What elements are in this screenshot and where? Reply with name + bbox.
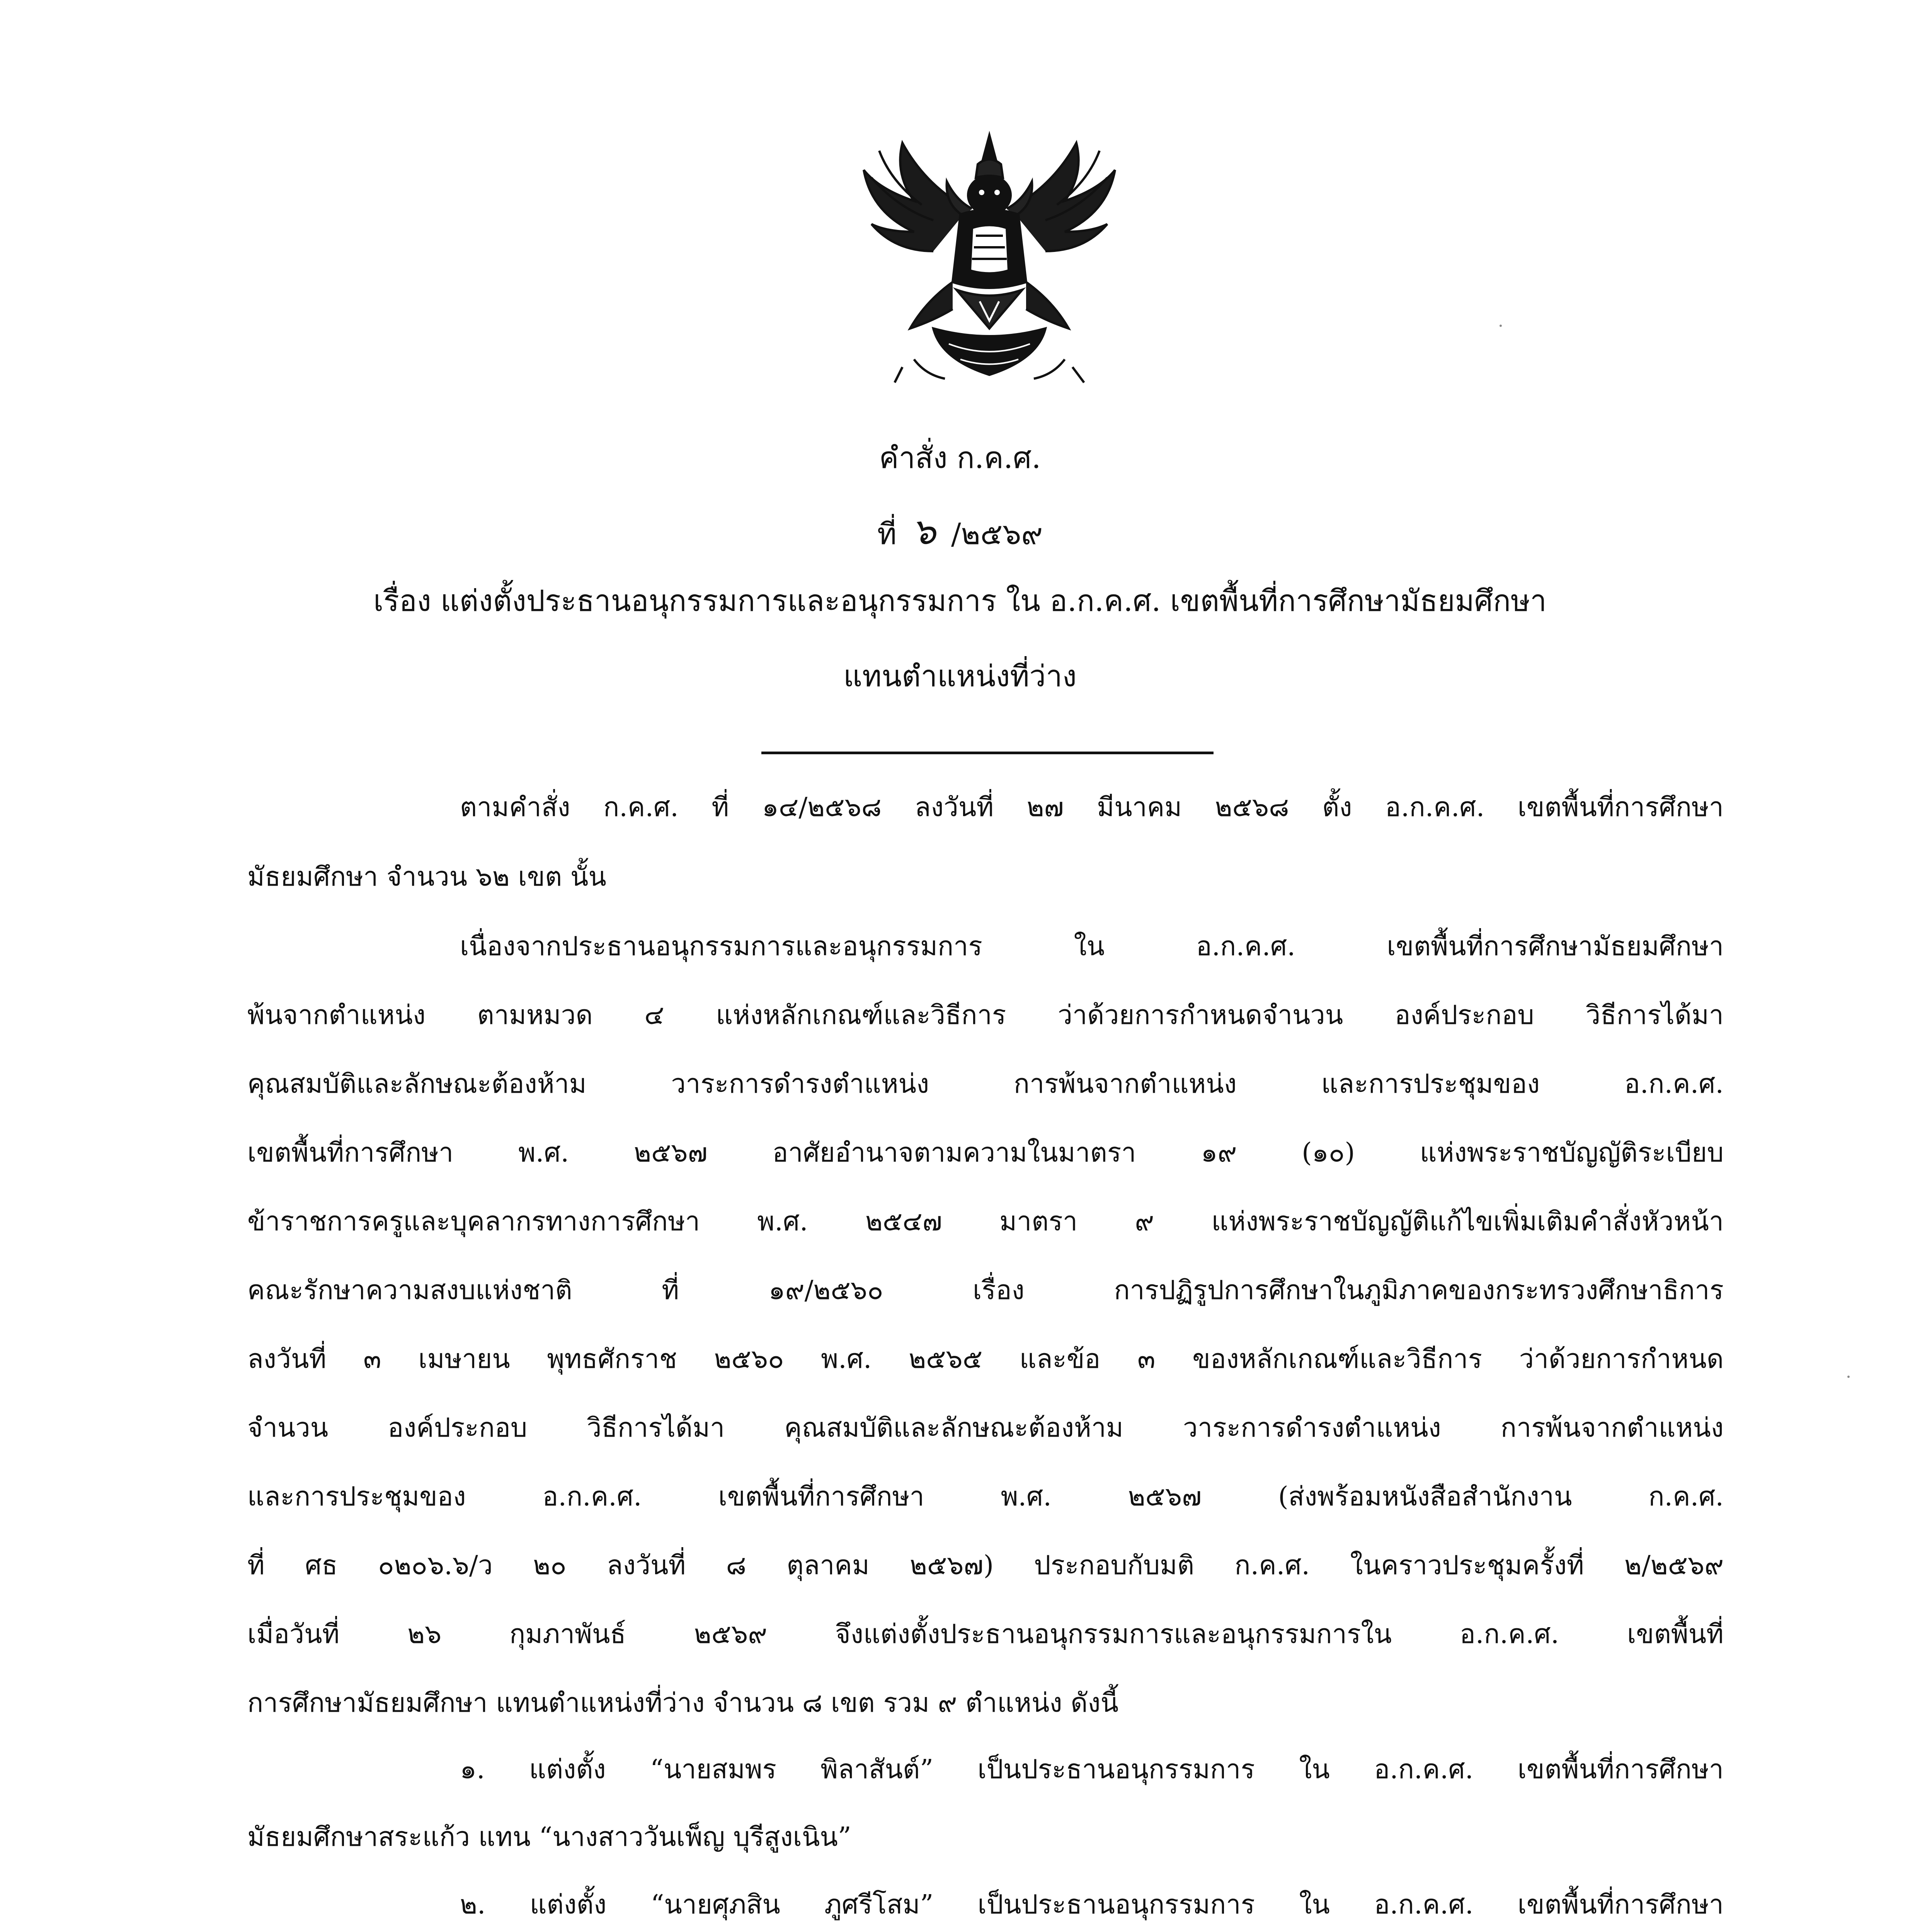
reason-line-1: เนื่องจากประธานอนุกรรมการและอนุกรรมการ ใน อ.ก.ค.ศ. เขตพื้นที่การศึกษามัธยมศึกษา (460, 931, 1724, 962)
order-number-year: /๒๕๖๙ (951, 517, 1043, 551)
subject-line-1: เรื่อง แต่งตั้งประธานอนุกรรมการและอนุกรรมการ ใน อ.ก.ค.ศ. เขตพื้นที่การศึกษามัธยมศึกษา (373, 583, 1547, 618)
reason-line-2: พ้นจากตำแหน่ง ตามหมวด ๔ แห่งหลักเกณฑ์และวิธีการ ว่าด้วยการกำหนดจำนวน องค์ประกอบ วิธีการได้มา (247, 1000, 1724, 1031)
scan-speck (1500, 325, 1502, 327)
reason-line-4: เขตพื้นที่การศึกษา พ.ศ. ๒๕๖๗ อาศัยอำนาจตามความในมาตรา ๑๙ (๑๐) แห่งพระราชบัญญัติระเบียบ (247, 1138, 1724, 1168)
item-2-line-1: ๒. แต่งตั้ง “นายศุภสิน ภูศรีโสม” เป็นประธานอนุกรรมการ ใน อ.ก.ค.ศ. เขตพื้นที่การศึกษา (460, 1889, 1724, 1920)
reason-line-11: เมื่อวันที่ ๒๖ กุมภาพันธ์ ๒๕๖๙ จึงแต่งตั้งประธานอนุกรรมการและอนุกรรมการใน อ.ก.ค.ศ. เขตพื้นที่ (247, 1619, 1724, 1650)
reason-line-9: และการประชุมของ อ.ก.ค.ศ. เขตพื้นที่การศึกษา พ.ศ. ๒๕๖๗ (ส่งพร้อมหนังสือสำนักงาน ก.ค.ศ. (247, 1481, 1724, 1512)
intro-line-2: มัธยมศึกษา จำนวน ๖๒ เขต นั้น (247, 862, 606, 892)
reason-line-12: การศึกษามัธยมศึกษา แทนตำแหน่งที่ว่าง จำนวน ๘ เขต รวม ๙ ตำแหน่ง ดังนี้ (247, 1688, 1119, 1718)
header-divider (761, 752, 1214, 754)
order-number-prefix: ที่ (877, 517, 897, 551)
reason-line-6: คณะรักษาความสงบแห่งชาติ ที่ ๑๙/๒๕๖๐ เรื่อง การปฏิรูปการศึกษาในภูมิภาคของกระทรวงศึกษาธิการ (247, 1275, 1724, 1306)
reason-line-5: ข้าราชการครูและบุคลากรทางการศึกษา พ.ศ. ๒๕๔๗ มาตรา ๙ แห่งพระราชบัญญัติแก้ไขเพิ่มเติมคำสั่งหัวหน้า (247, 1206, 1724, 1237)
reason-line-8: จำนวน องค์ประกอบ วิธีการได้มา คุณสมบัติและลักษณะต้องห้าม วาระการดำรงตำแหน่ง การพ้นจากตำแหน่ง (247, 1413, 1724, 1443)
reason-line-7: ลงวันที่ ๓ เมษายน พุทธศักราช ๒๕๖๐ พ.ศ. ๒๕๖๕ และข้อ ๓ ของหลักเกณฑ์และวิธีการ ว่าด้วยการกำหนด (247, 1344, 1724, 1374)
order-title: คำสั่ง ก.ค.ศ. (879, 440, 1041, 475)
garuda-emblem-icon (856, 128, 1123, 394)
order-number-handwritten: ๖ (909, 508, 939, 554)
intro-line-1: ตามคำสั่ง ก.ค.ศ. ที่ ๑๔/๒๕๖๘ ลงวันที่ ๒๗ มีนาคม ๒๕๖๘ ตั้ง อ.ก.ค.ศ. เขตพื้นที่การศึกษา (460, 792, 1724, 823)
subject-line-2: แทนตำแหน่งที่ว่าง (843, 659, 1077, 693)
item-1-line-1: ๑. แต่งตั้ง “นายสมพร พิลาสันต์” เป็นประธานอนุกรรมการ ใน อ.ก.ค.ศ. เขตพื้นที่การศึกษา (460, 1754, 1724, 1785)
order-number (0, 508, 1920, 554)
reason-line-3: คุณสมบัติและลักษณะต้องห้าม วาระการดำรงตำแหน่ง การพ้นจากตำแหน่ง และการประชุมของ อ.ก.ค.ศ. (247, 1069, 1724, 1099)
scan-speck (1847, 1376, 1850, 1378)
item-1-line-2: มัธยมศึกษาสระแก้ว แทน “นางสาววันเพ็ญ บุรีสูงเนิน” (247, 1822, 851, 1852)
reason-line-10: ที่ ศธ ๐๒๐๖.๖/ว ๒๐ ลงวันที่ ๘ ตุลาคม ๒๕๖๗) ประกอบกับมติ ก.ค.ศ. ในคราวประชุมครั้งที่ ๒/๒๕๖๙ (247, 1550, 1724, 1581)
